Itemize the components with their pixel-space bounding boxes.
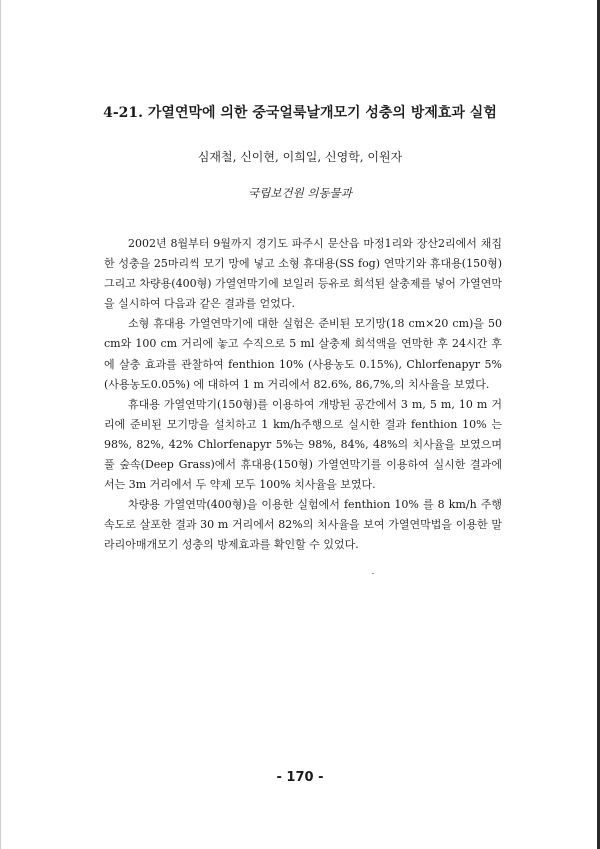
author-list: 심재철, 신이현, 이희일, 신영학, 이원자	[197, 150, 403, 164]
paragraph-1: 2002년 8월부터 9월까지 경기도 파주시 문산읍 마정1리와 장산2리에서 채집한 성충을 25마리씩 모기 망에 넣고 소형 휴대용(SS fog) 연막기와 휴대용(150형) 그리고 차량용(400형) 가열연막기에 보일러 등유로 희석된 살충제를 넣어 가열연막을 실시하여 다음과 같은 결과를 얻었다.	[104, 237, 502, 311]
paragraph-2: 소형 휴대용 가열연막기에 대한 실험은 준비된 모기망(18 cm×20 cm)을 50 cm와 100 cm 거리에 놓고 수직으로 5 ml 살충제 희석액을 연막한 후 24시간 후에 살충 효과를 관찰하여 fenthion 10% (사용농도 0.15%), Chlorfenapyr 5%(사용농도0.05%) 에 대하여 1 m 거리에서 82.6%, 86,7%,의 치사율을 보였다.	[104, 317, 502, 391]
page-number: - 170 -	[276, 770, 324, 785]
scan-edge-left	[0, 0, 1, 849]
abstract-body	[104, 234, 502, 556]
scan-speck	[372, 573, 374, 574]
paper-title: 4-21. 가열연막에 의한 중국얼룩날개모기 성충의 방제효과 실험	[103, 105, 497, 121]
paragraph-4: 차량용 가열연막(400형)을 이용한 실험에서 fenthion 10% 를 8 km/h 주행속도로 살포한 결과 30 m 거리에서 82%의 치사율을 보여 가열연막법을 이용한 말라리아매개모기 성충의 방제효과를 확인할 수 있었다.	[104, 498, 502, 552]
affiliation: 국립보건원 의동물과	[248, 186, 352, 200]
paragraph-3: 휴대용 가열연막기(150형)를 이용하여 개방된 공간에서 3 m, 5 m, 10 m 거리에 준비된 모기망을 설치하고 1 km/h주행으로 실시한 결과 fenthion 10% 는 98%, 82%, 42% Chlorfenapyr 5%는 98%, 84%, 48%의 치사율을 보였으며 풀 숲속(Deep Grass)에서 휴대용(150형) 가열연막기를 이용하여 실시한 결과에서는 3m 거리에서 두 약제 모두 100% 치사율을 보였다.	[104, 397, 502, 492]
